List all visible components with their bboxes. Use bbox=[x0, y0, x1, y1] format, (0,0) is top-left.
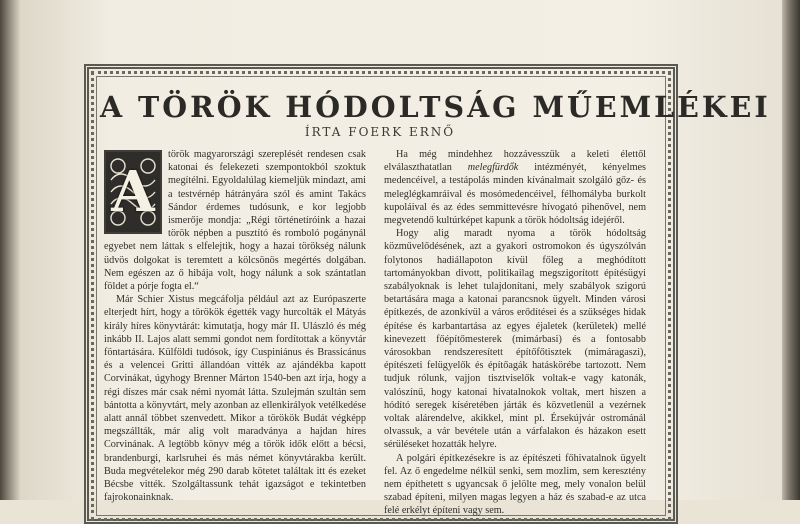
article-title: A TÖRÖK HÓDOLTSÁG MŰEMLÉKEI bbox=[100, 90, 771, 124]
article-author: ÍRTA FOERK ERNŐ bbox=[304, 125, 456, 139]
paragraph bbox=[384, 452, 646, 518]
paragraph bbox=[384, 148, 646, 227]
book-gutter bbox=[782, 0, 800, 500]
paragraph-text: A polgári építkezésekre is az építészeti főhivatalnok ügyelt fel. Az ő engedelme nélkül senki, sem mozlim, sem keresztény nem építhetett s ugyancsak ő jelölte meg, mely vonalon belül szabad építeni, milyen magas legyen a ház és szabad-e az utca felé erkélyt építeni vagy sem. bbox=[384, 452, 646, 517]
right-column bbox=[384, 148, 646, 518]
paragraph-text: Hogy alig maradt nyoma a török hódoltság közművelődésének, azt a gyakori ostromokon és úgyszólván folytonos hadiállapoton kívül főleg a meghódított tartományokban divott, politikailag megszigorított építésügyi szabályoknak is lehet tulajdonítani, mely szabályok szigorú betartására maga a katonai parancsnok ügyelt. Minden városi építkezés, de azonkívül a város erődítései és a szükséges hidak építése és karbantartása az egyes éjaletek (kerületek) mellé kinevezett főépítőmesterek (mimárbasi) és a fontosabb városokban rendszeresített építőfőtisztek (mimáragaszi), építészeti felügyelők és építőagák hatáskörébe tartozott. Nem tudjuk rólunk, vajjon tisztviselők voltak-e vagy katonák, valószínű, hogy katonai hivatalnokok voltak, mert hiszen a hódító seregek kíséretében járták és közvetlenül a vezérnek voltak alárendelve, akikkel, mint pl. Érsekújvár ostrománál olvassuk, a vár bevétele után a várfalakon és házakon esett sérüléseket hozatták helyre. bbox=[384, 228, 646, 451]
ornamental-dropcap bbox=[104, 150, 162, 234]
book-edge-shadow bbox=[0, 0, 20, 500]
paragraph-italic-text: melegfürdők bbox=[467, 162, 519, 174]
paragraph: török magyarországi szereplését rendesen csak katonai és felekezeti szempontokból szoktuk megítélni. Egyoldalúlag kiemeljük mindazt, ami a testvérnép hátrányára szól és amint Takács Sándor érdemes tudósunk, e kor legjobb ismerője mondja: „Régi történetíróink a hazai török népben a pusztító és romboló pogánynál egyebet nem láttak s elfelejtik, hogy a hazai törökség nálunk üdvös dolgokat is teremtett a kölcsönös megértés dolgában. Nem egészen az ő hibája volt, hogy nálunk a sok szántatlan földet a pórje fogta el.“ bbox=[104, 149, 366, 293]
paragraph-text: intézményét, kényelmes medencéivel, a testápolás minden kívánalmait szolgáló gőz- és meleglégkamráival és mosómedencéivel, félhomályba burkolt kupoláival és az édes semmittevésre hívogató pihenővel, nem megvetendő kultúrképet kapunk a török hódoltság idejéről. bbox=[384, 162, 646, 227]
paragraph bbox=[384, 227, 646, 451]
paragraph: Már Schier Xistus megcáfolja például azt az Európaszerte elterjedt hírt, hogy a törökök égették vagy hurcolták el Mátyás király híres könyvtárát: kimutatja, hogy már II. Ulászló és még inkább II. Lajos alatt semmi gondot nem fordítottak a könyvtár föntartására. Külföldi tudósok, így Cuspiniánus és Brassicánus és a velencei Gritti állandóan vitték az ajándékba kapott Corvinákat, úgyhogy Brenner Márton 1540-ben azt írja, hogy a régi díszes már csak némi nyomát látta. Szulejmán szultán sem bántotta a könyvtárt, mely azonban az ellenkirályok vetélkedése alatt annál többet szenvedett. Mikor a törökök Budát végképp megszállták, már alig volt maradványa a hajdan híres Corvinának. A legtöbb könyv még a török idők előtt a bécsi, brandenburgi, karlsruhei és más német könyvtárakba került. Buda megvételekor még 290 darab kötetet találtak itt és ezeket Bécsbe vitték. Szolgáltassunk tehát igazságot e tekintetben fajrokonainknak. bbox=[104, 294, 366, 504]
left-column bbox=[104, 148, 366, 504]
paragraph-text: Ha még mindehhez hozzávesszük a keleti élettől elválaszthatatlan bbox=[384, 149, 646, 174]
dropcap-letter: A bbox=[111, 159, 155, 225]
